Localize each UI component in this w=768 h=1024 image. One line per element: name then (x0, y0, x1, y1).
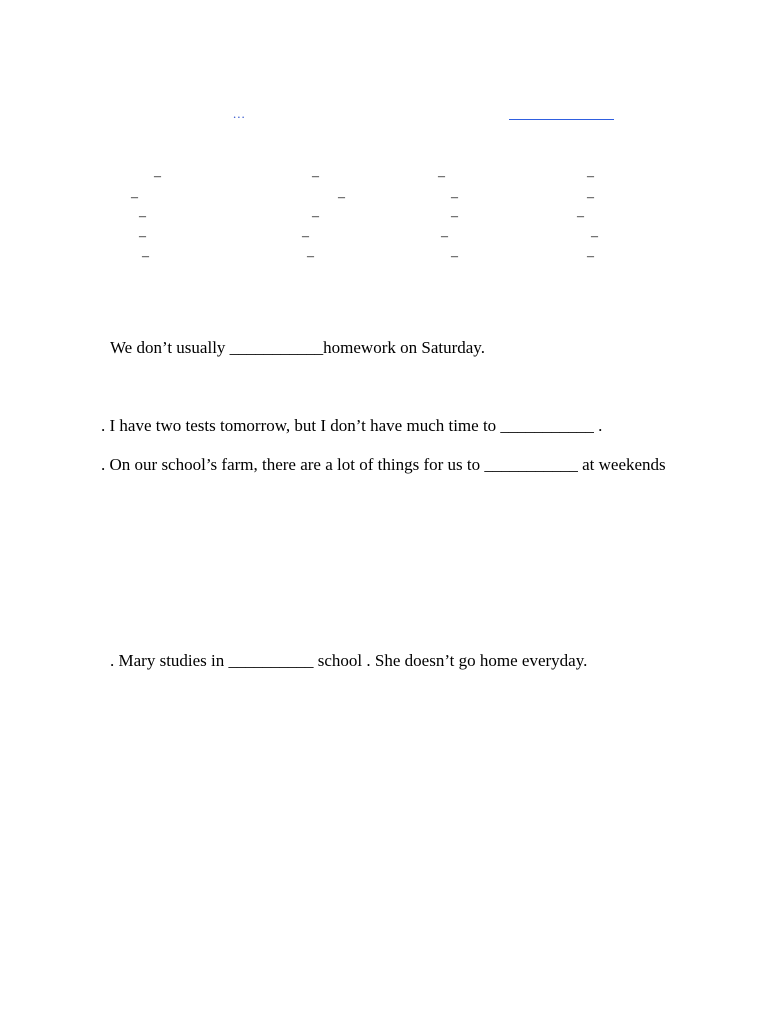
sentence-3: . On our school’s farm, there are a lot of things for us to ___________ at weekends (101, 455, 666, 474)
header-ellipsis: ... (233, 106, 246, 121)
word-list-dash: – (139, 209, 146, 224)
word-list-dash: – (302, 229, 309, 244)
sentence-2: . I have two tests tomorrow, but I don’t have much time to ___________ . (101, 416, 603, 435)
word-list-dash: – (451, 190, 458, 205)
word-list-dash: – (139, 229, 146, 244)
word-list-dash: – (451, 209, 458, 224)
word-list-dash: – (307, 249, 314, 264)
word-list-dash: – (587, 190, 594, 205)
word-list-dash: – (312, 169, 319, 184)
word-list-dash: – (154, 169, 161, 184)
word-list-dash: – (591, 229, 598, 244)
word-list-dash: – (438, 169, 445, 184)
word-list-dash: – (338, 190, 345, 205)
header-link-blank[interactable] (509, 119, 614, 120)
word-list-dash: – (587, 169, 594, 184)
word-list-dash: – (441, 229, 448, 244)
word-list-dash: – (577, 209, 584, 224)
word-list-dash: – (142, 249, 149, 264)
word-list-dash: – (131, 190, 138, 205)
sentence-4: . Mary studies in __________ school . She doesn’t go home everyday. (110, 651, 588, 670)
word-list-dash: – (587, 249, 594, 264)
word-list-dash: – (312, 209, 319, 224)
word-list-dash: – (451, 249, 458, 264)
sentence-1: We don’t usually ___________homework on Saturday. (110, 338, 485, 357)
